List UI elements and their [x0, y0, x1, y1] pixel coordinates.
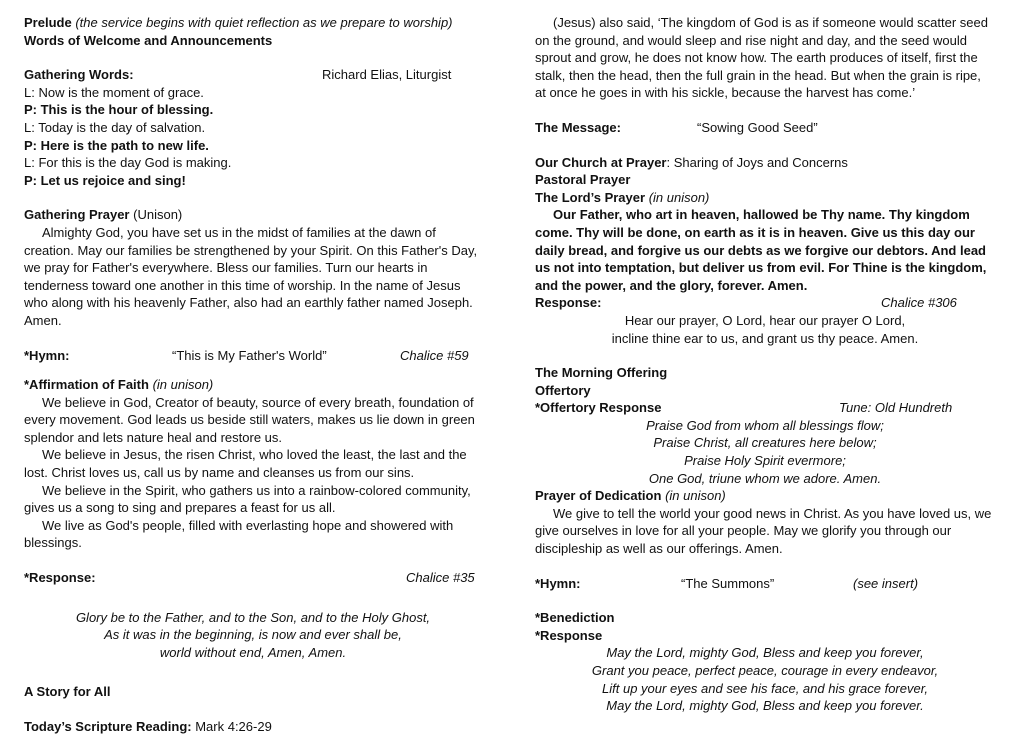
gathering-words-label: Gathering Words:	[24, 67, 134, 83]
prelude-note: (the service begins with quiet reflection as we prepare to worship)	[75, 15, 453, 30]
blessing-line: May the Lord, mighty God, Bless and keep you forever.	[606, 698, 924, 714]
scripture-heading	[24, 718, 482, 736]
offertory-response-row	[535, 399, 995, 417]
dedication-text: We give to tell the world your good news in Christ. As you have loved us, we give ourselves in love for all your people. May we glorify you through our discipleship as well as our offerings. Amen.	[535, 505, 992, 557]
prelude-label: Prelude	[24, 15, 72, 30]
pastoral-prayer-heading: Pastoral Prayer	[535, 172, 631, 188]
affirmation-paragraph: We believe in God, Creator of beauty, source of every breath, foundation of every movement. God leads us beside still waters, makes us lie down in green splendor and lets nature heal and restore us.	[24, 394, 475, 445]
left-column	[24, 14, 482, 736]
affirmation-paragraph: We believe in Jesus, the risen Christ, who loved the least, the last and the lost. Christ loves us, call us by name and cleanses us from our sins.	[24, 447, 467, 481]
affirmation-heading	[24, 376, 482, 394]
doxology-line: One God, triune whom we adore. Amen.	[648, 470, 882, 486]
litany-line: P: This is the hour of blessing.	[24, 102, 214, 118]
dedication-heading	[535, 487, 995, 505]
gathering-prayer-text: Almighty God, you have set us in the midst of families at the dawn of creation. May our families be strengthened by your Spirit. On this Father's Day, we pray for Father's everywhere. Bless our families. Turn our hearts in tenderness toward one another in this time of worship. In the name of Jesus who along with his heavenly Father, also had an earthly father named Joseph. Amen.	[24, 224, 478, 328]
litany-line: P: Here is the path to new life.	[24, 137, 209, 153]
hymn2-label: *Hymn:	[535, 575, 581, 591]
dedication-note: (in unison)	[665, 488, 726, 504]
offertory-heading: Offertory	[535, 382, 591, 398]
gathering-words-row	[24, 66, 482, 84]
litany-line: L: For this is the day God is making.	[24, 155, 232, 171]
affirmation-note: (in unison)	[152, 377, 214, 393]
message-row	[535, 119, 995, 137]
hymn1-label: *Hymn:	[24, 347, 70, 363]
church-prayer-line	[535, 154, 995, 172]
hymn1-row	[24, 347, 482, 365]
affirmation-paragraph: We live as God's people, filled with everlasting hope and showered with blessings.	[24, 517, 454, 551]
benediction-heading: *Benediction	[535, 610, 615, 626]
doxology-line: Praise Holy Spirit evermore;	[684, 453, 846, 469]
hymn2-row	[535, 575, 995, 593]
response1-row	[24, 569, 482, 587]
lords-prayer-label: The Lord’s Prayer	[535, 189, 646, 205]
gloria-line: As it was in the beginning, is now and ever shall be,	[104, 627, 402, 643]
gloria-line: world without end, Amen, Amen.	[159, 644, 347, 660]
hymn1-number: Chalice #59	[400, 347, 469, 363]
message-title: “Sowing Good Seed”	[697, 119, 818, 135]
gathering-prayer-heading	[24, 206, 482, 224]
gathering-words-leader: Richard Elias, Liturgist	[322, 67, 452, 83]
litany-line: L: Today is the day of salvation.	[24, 119, 206, 135]
hymn1-title: “This is My Father's World”	[172, 347, 327, 363]
response1-label: *Response:	[24, 570, 96, 586]
doxology-line: Praise Christ, all creatures here below;	[653, 435, 877, 451]
prelude-line	[24, 14, 482, 32]
doxology-line: Praise God from whom all blessings flow;	[646, 417, 884, 433]
response2-line: Hear our prayer, O Lord, hear our prayer O Lord,	[624, 312, 906, 328]
lords-prayer-heading	[535, 189, 995, 207]
right-column	[535, 14, 995, 715]
story-heading: A Story for All	[24, 684, 111, 700]
response2-number: Chalice #306	[881, 295, 957, 311]
response2-label: Response:	[535, 295, 602, 311]
welcome-heading: Words of Welcome and Announcements	[24, 32, 273, 48]
gathering-prayer-note: (Unison)	[133, 207, 183, 223]
litany-line: P: Let us rejoice and sing!	[24, 172, 186, 188]
offertory-response-label: *Offertory Response	[535, 400, 662, 416]
hymn2-note: (see insert)	[853, 575, 919, 591]
affirmation-paragraph: We believe in the Spirit, who gathers us into a rainbow-colored community, gives us a song to sing and prepares a feast for us all.	[24, 482, 471, 516]
church-prayer-label: Our Church at Prayer	[535, 154, 667, 170]
response3-heading: *Response	[535, 627, 603, 643]
morning-offering-heading: The Morning Offering	[535, 365, 668, 381]
gloria-line: Glory be to the Father, and to the Son, and to the Holy Ghost,	[75, 609, 431, 625]
scripture-text: (Jesus) also said, ‘The kingdom of God is as if someone would scatter seed on the ground, and would sleep and rise night and day, and the seed would sprout and grow, he does not know how. The earth produces of itself, first the stalk, then the head, then the full grain in the head. But when the grain is ripe, at once he goes in with his sickle, because the harvest has come.’	[535, 15, 988, 101]
offertory-tune: Tune: Old Hundreth	[839, 400, 953, 416]
blessing-line: Grant you peace, perfect peace, courage in every endeavor,	[591, 663, 939, 678]
response1-number: Chalice #35	[406, 570, 475, 586]
scripture-ref: Mark 4:26-29	[195, 719, 272, 734]
dedication-label: Prayer of Dedication	[535, 488, 662, 504]
blessing-line: May the Lord, mighty God, Bless and keep you forever,	[606, 645, 924, 661]
lords-prayer-text: Our Father, who art in heaven, hallowed be Thy name. Thy kingdom come. Thy will be done, on earth as it is in heaven. Give us this day our daily bread, and forgive us our debts as we forgive our debtors. And lead us not into temptation, but deliver us from evil. For Thine is the kingdom, and the power, and the glory, forever. Amen.	[535, 207, 987, 293]
church-prayer-text: : Sharing of Joys and Concerns	[666, 154, 848, 170]
response2-line: incline thine ear to us, and grant us thy peace. Amen.	[611, 330, 919, 346]
message-label: The Message:	[535, 119, 621, 135]
litany-line: L: Now is the moment of grace.	[24, 84, 204, 100]
response2-row	[535, 294, 995, 312]
affirmation-label: *Affirmation of Faith	[24, 377, 149, 393]
scripture-label: Today’s Scripture Reading:	[24, 719, 192, 734]
gathering-prayer-label: Gathering Prayer	[24, 207, 130, 223]
hymn2-title: “The Summons”	[681, 575, 775, 591]
blessing-line: Lift up your eyes and see his face, and his grace forever,	[602, 680, 928, 696]
lords-prayer-note: (in unison)	[648, 189, 710, 205]
